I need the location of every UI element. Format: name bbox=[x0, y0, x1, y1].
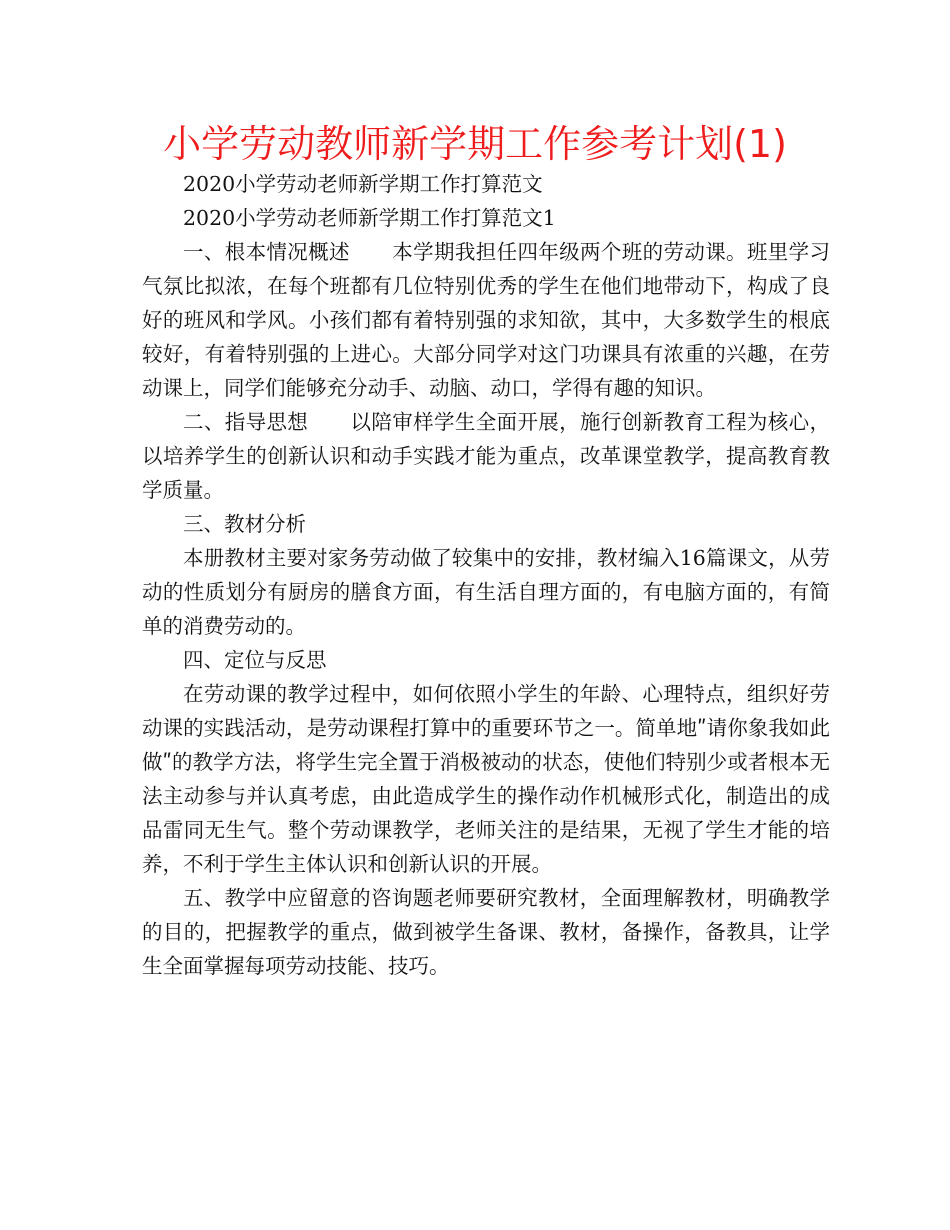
section-2-text: 以陪审样学生全面开展，施行创新教育工程为核心，以培养学生的创新认识和动手实践才能为重点，改革课堂教学，提高教育教学质量。 bbox=[142, 410, 831, 502]
section-1-paragraph bbox=[142, 235, 830, 405]
section-2-paragraph bbox=[142, 405, 830, 507]
document-subtitle: 2020小学劳动老师新学期工作打算范文 bbox=[183, 172, 543, 196]
section-3-heading: 三、教材分析 bbox=[183, 512, 306, 536]
document-body bbox=[142, 167, 830, 983]
section-4-heading: 四、定位与反思 bbox=[183, 648, 327, 672]
section-1-heading: 一、根本情况概述 bbox=[183, 240, 350, 264]
section-5-text: 五、教学中应留意的咨询题老师要研究教材，全面理解教材，明确教学的目的，把握教学的重点，做到被学生备课、教材，备操作，备教具，让学生全面掌握每项劳动技能、技巧。 bbox=[142, 886, 830, 978]
section-3-text: 本册教材主要对家务劳动做了较集中的安排，教材编入16篇课文，从劳动的性质划分有厨房的膳食方面，有生活自理方面的，有电脑方面的，有简单的消费劳动的。 bbox=[142, 546, 830, 638]
document-subtitle-1: 2020小学劳动老师新学期工作打算范文1 bbox=[183, 206, 556, 230]
document-title: 小学劳动教师新学期工作参考计划(1) bbox=[163, 122, 787, 166]
section-2-heading: 二、指导思想 bbox=[183, 410, 309, 434]
section-1-text: 本学期我担任四年级两个班的劳动课。班里学习气氛比拟浓，在每个班都有几位特别优秀的学生在他们地带动下，构成了良好的班风和学风。小孩们都有着特别强的求知欲，其中，大多数学生的根底较好，有着特别强的上进心。大部分同学对这门功课具有浓重的兴趣，在劳动课上，同学们能够充分动手、动脑、动口，学得有趣的知识。 bbox=[142, 240, 831, 400]
section-4-text: 在劳动课的教学过程中，如何依照小学生的年龄、心理特点，组织好劳动课的实践活动，是劳动课程打算中的重要环节之一。简单地ʺ请你象我如此做ʺ的教学方法，将学生完全置于消极被动的状态，使他们特别少或者根本无法主动参与并认真考虑，由此造成学生的操作动作机械形式化，制造出的成品雷同无生气。整个劳动课教学，老师关注的是结果，无视了学生才能的培养，不利于学生主体认识和创新认识的开展。 bbox=[142, 682, 830, 876]
